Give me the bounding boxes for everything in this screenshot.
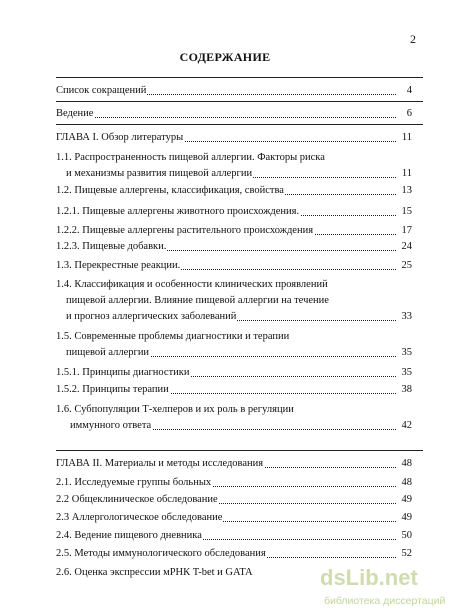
- toc-entry: [56, 184, 412, 198]
- divider: [56, 101, 423, 102]
- toc-entry-page: 11: [401, 132, 412, 143]
- toc-entry-title: 2.6. Оценка экспрессии мРНК T-bet и GATA: [56, 567, 253, 578]
- toc-entry-title: 1.2. Пищевые аллергены, классификация, свойства: [56, 185, 284, 196]
- toc-entry-title: и механизмы развития пищевой аллергии: [66, 168, 253, 179]
- toc-entry: [56, 278, 412, 292]
- toc-entry: [56, 240, 412, 254]
- divider: [56, 124, 423, 125]
- toc-entry-page: 35: [401, 347, 412, 358]
- toc-entry: [56, 167, 412, 181]
- toc-entry-title: 1.2.1. Пищевые аллергены животного происхождения.: [56, 206, 300, 217]
- toc-entry-page: 50: [401, 530, 412, 541]
- divider: [56, 77, 423, 78]
- watermark: [320, 565, 450, 613]
- toc-entry-title: 2.4. Ведение пищевого дневника: [56, 530, 202, 541]
- page-title: СОДЕРЖАНИЕ: [179, 50, 271, 64]
- toc-entry: [56, 131, 412, 145]
- toc-entry: [56, 259, 412, 273]
- toc-entry-title: 2.2 Общеклиническое обследование: [56, 494, 218, 505]
- toc-entry: [56, 224, 412, 238]
- toc-entry-page: 24: [401, 241, 412, 252]
- toc-entry-title: 2.5. Методы иммунологического обследования: [56, 548, 266, 559]
- watermark-subtitle: библиотека диссертаций: [324, 595, 446, 607]
- toc-entry-page: 49: [401, 494, 412, 505]
- toc-entry: [56, 366, 412, 380]
- toc-entry-page: 6: [406, 108, 412, 119]
- toc-entry-page: 38: [401, 384, 412, 395]
- toc-entry-page: 15: [401, 206, 412, 217]
- toc-entry-page: 42: [401, 420, 412, 431]
- toc-entry-page: 25: [401, 260, 412, 271]
- toc-entry-title: ГЛАВА I. Обзор литературы: [56, 132, 184, 143]
- toc-entry-page: 48: [401, 477, 412, 488]
- divider: [56, 450, 423, 451]
- toc-entry-title: ГЛАВА II. Материалы и методы исследования: [56, 458, 264, 469]
- toc-entry: [56, 419, 412, 433]
- toc-entry-title: 1.6. Субпопуляции Т-хелперов и их роль в регуляции: [56, 404, 294, 415]
- dot-leader: [56, 117, 396, 118]
- toc-entry-title: 1.3. Перекрестные реакции.: [56, 260, 181, 271]
- toc-entry-page: 11: [401, 168, 412, 179]
- toc-entry: [56, 547, 412, 561]
- toc-entry-page: 35: [401, 367, 412, 378]
- toc-entry: [56, 151, 412, 165]
- toc-entry-title: 2.1. Исследуемые группы больных: [56, 477, 212, 488]
- toc-entry-title: 1.2.3. Пищевые добавки.: [56, 241, 167, 252]
- toc-entry: [56, 310, 412, 324]
- toc-entry: [56, 346, 412, 360]
- toc-entry-title: пищевой аллергии: [66, 347, 150, 358]
- toc-entry-title: Ведение: [56, 108, 94, 119]
- toc-entry: [56, 205, 412, 219]
- toc-entry-title: 1.2.2. Пищевые аллергены растительного происхождения: [56, 225, 314, 236]
- toc-entry: [56, 84, 412, 98]
- toc-entry: [56, 330, 412, 344]
- toc-entry-page: 33: [401, 311, 412, 322]
- toc-entry-title: 1.5.1. Принципы диагностики: [56, 367, 190, 378]
- toc-entry: [56, 511, 412, 525]
- toc-entry-title: 1.1. Распространенность пищевой аллергии. Факторы риска: [56, 152, 325, 163]
- toc-entry: [56, 383, 412, 397]
- toc-entry-title: Список сокращений: [56, 85, 147, 96]
- toc-entry-page: 17: [401, 225, 412, 236]
- toc-entry-title: 1.4. Классификация и особенности клинических проявлений: [56, 279, 328, 290]
- toc-entry: [56, 457, 412, 471]
- toc-entry-page: 48: [401, 458, 412, 469]
- toc-entry: [56, 403, 412, 417]
- toc-entry: [56, 476, 412, 490]
- toc-entry-title: пищевой аллергии. Влияние пищевой аллергии на течение: [66, 295, 329, 306]
- toc-entry-title: иммунного ответа: [70, 420, 152, 431]
- toc-entry: [56, 107, 412, 121]
- toc-entry: [56, 493, 412, 507]
- toc-entry-title: 1.5. Современные проблемы диагностики и терапии: [56, 331, 290, 342]
- toc-entry-page: 13: [401, 185, 412, 196]
- toc-entry: [56, 294, 412, 308]
- toc-entry-title: 1.5.2. Принципы терапии: [56, 384, 169, 395]
- toc-entry-page: 49: [401, 512, 412, 523]
- toc-entry: [56, 529, 412, 543]
- watermark-logo: dsLib.net: [320, 565, 418, 590]
- toc-entry-page: 4: [406, 85, 412, 96]
- page-number: 2: [410, 32, 416, 46]
- toc-entry-title: и прогноз аллергических заболеваний: [66, 311, 237, 322]
- toc-entry-page: 52: [401, 548, 412, 559]
- toc-entry-title: 2.3 Аллергологическое обследование: [56, 512, 223, 523]
